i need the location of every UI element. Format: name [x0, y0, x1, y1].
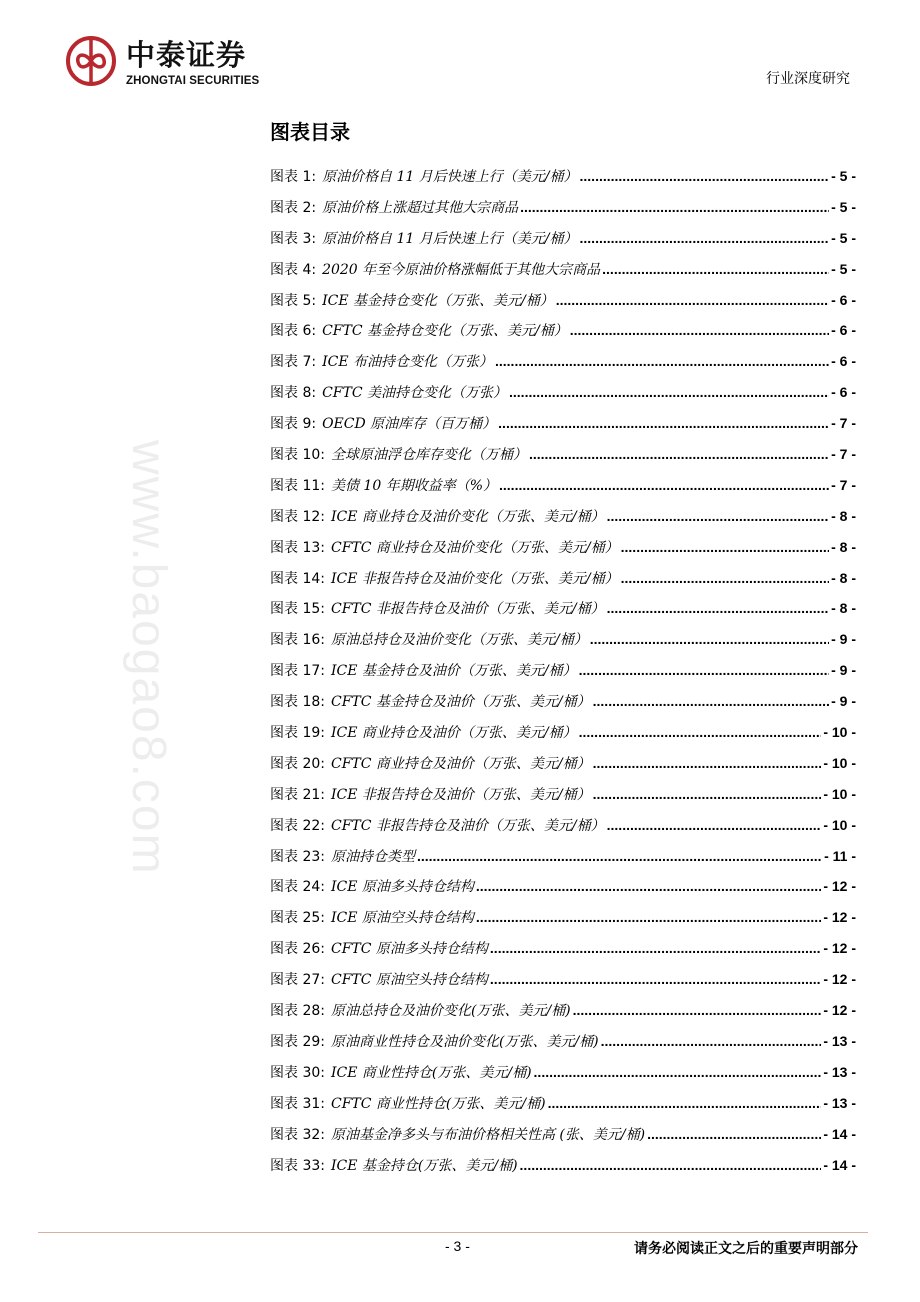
entry-page: - 12 -	[823, 971, 856, 988]
dot-leader	[621, 570, 829, 586]
entry-page: - 10 -	[823, 816, 856, 833]
dot-leader	[490, 971, 821, 987]
entry-page: - 8 -	[831, 538, 856, 555]
toc-entry[interactable]	[270, 1155, 856, 1186]
entry-title: CFTC 基金持仓及油价（万张、美元/桶）	[330, 694, 591, 711]
dot-leader	[476, 878, 821, 894]
entry-title: 原油基金净多头与布油价格相关性高 (张、美元/桶)	[330, 1126, 646, 1143]
entry-page: - 7 -	[831, 415, 856, 432]
entry-page: - 6 -	[831, 291, 856, 308]
toc-entry[interactable]	[270, 784, 856, 815]
disclaimer: 请务必阅读正文之后的重要声明部分	[634, 1241, 858, 1257]
dot-leader	[495, 353, 829, 369]
entry-title: CFTC 原油多头持仓结构	[330, 941, 488, 958]
entry-title: 全球原油浮仓库存变化（万桶）	[330, 447, 527, 464]
entry-title: 美债 10 年期收益率（%）	[330, 477, 498, 494]
entry-title: 原油价格自 11 月后快速上行（美元/桶）	[322, 230, 578, 247]
entry-label: 图表 27:	[270, 972, 325, 989]
entry-page: - 13 -	[823, 1032, 856, 1049]
entry-title: OECD 原油库存（百万桶）	[322, 416, 497, 433]
dot-leader	[607, 817, 822, 833]
entry-page: - 14 -	[823, 1156, 856, 1173]
toc-entry[interactable]	[270, 1093, 856, 1124]
toc-entry[interactable]	[270, 290, 856, 321]
entry-page: - 8 -	[831, 569, 856, 586]
entry-label: 图表 16:	[270, 632, 325, 649]
entry-label: 图表 32:	[270, 1126, 325, 1143]
toc-entry[interactable]	[270, 691, 856, 722]
entry-label: 图表 29:	[270, 1033, 325, 1050]
entry-label: 图表 6:	[270, 323, 317, 340]
entry-page: - 8 -	[831, 600, 856, 617]
toc-entry[interactable]	[270, 475, 856, 506]
dot-leader	[509, 384, 829, 400]
entry-page: - 12 -	[823, 878, 856, 895]
entry-page: - 5 -	[831, 198, 856, 215]
dot-leader	[534, 1064, 822, 1080]
entry-page: - 5 -	[831, 229, 856, 246]
toc-entry[interactable]	[270, 1062, 856, 1093]
entry-label: 图表 21:	[270, 786, 325, 803]
entry-label: 图表 33:	[270, 1157, 325, 1174]
entry-page: - 6 -	[831, 384, 856, 401]
dot-leader	[593, 786, 822, 802]
dot-leader	[601, 1033, 822, 1049]
entry-label: 图表 22:	[270, 817, 325, 834]
toc-entry[interactable]	[270, 320, 856, 351]
entry-title: CFTC 非报告持仓及油价（万张、美元/桶）	[330, 817, 605, 834]
dot-leader	[607, 600, 829, 616]
dot-leader	[593, 693, 829, 709]
dot-leader	[573, 1002, 822, 1018]
dot-leader	[490, 940, 821, 956]
entry-label: 图表 5:	[270, 292, 317, 309]
entry-page: - 9 -	[831, 631, 856, 648]
toc-entry[interactable]	[270, 598, 856, 629]
dot-leader	[580, 230, 830, 246]
entry-page: - 6 -	[831, 353, 856, 370]
entry-title: ICE 非报告持仓及油价变化（万张、美元/桶）	[330, 570, 619, 587]
toc-entry[interactable]	[270, 876, 856, 907]
toc-entry[interactable]	[270, 660, 856, 691]
dot-leader	[498, 415, 829, 431]
entry-title: 原油持仓类型	[330, 848, 415, 865]
toc-entry[interactable]	[270, 1124, 856, 1155]
dot-leader	[556, 292, 829, 308]
entry-page: - 10 -	[823, 754, 856, 771]
dot-leader	[520, 1157, 822, 1173]
entry-title: CFTC 商业性持仓(万张、美元/桶)	[330, 1095, 546, 1112]
entry-label: 图表 11:	[270, 477, 325, 494]
dot-leader	[593, 755, 822, 771]
entry-page: - 6 -	[831, 322, 856, 339]
toc-entry[interactable]	[270, 382, 856, 413]
dot-leader	[579, 724, 822, 740]
entry-title: CFTC 商业持仓及油价（万张、美元/桶）	[330, 755, 591, 772]
report-category: 行业深度研究	[766, 71, 850, 87]
entry-title: ICE 原油空头持仓结构	[330, 910, 474, 927]
entry-label: 图表 24:	[270, 879, 325, 896]
entry-title: 原油商业性持仓及油价变化(万张、美元/桶)	[330, 1033, 599, 1050]
entry-label: 图表 30:	[270, 1064, 325, 1081]
logo-english-name: ZHONGTAI SECURITIES	[126, 75, 260, 87]
entry-label: 图表 7:	[270, 354, 317, 371]
entry-title: 原油总持仓及油价变化(万张、美元/桶)	[330, 1003, 571, 1020]
entry-label: 图表 26:	[270, 941, 325, 958]
entry-label: 图表 3:	[270, 230, 317, 247]
toc-entry[interactable]	[270, 753, 856, 784]
toc-entry[interactable]	[270, 938, 856, 969]
entry-label: 图表 18:	[270, 694, 325, 711]
dot-leader	[607, 508, 829, 524]
entry-title: ICE 原油多头持仓结构	[330, 879, 474, 896]
entry-title: CFTC 商业持仓及油价变化（万张、美元/桶）	[330, 539, 619, 556]
figure-list	[270, 166, 856, 1185]
entry-page: - 14 -	[823, 1125, 856, 1142]
dot-leader	[570, 322, 829, 338]
dot-leader	[590, 631, 829, 647]
entry-title: 原油价格上涨超过其他大宗商品	[322, 199, 519, 216]
entry-page: - 12 -	[823, 1002, 856, 1019]
toc-entry[interactable]	[270, 197, 856, 228]
dot-leader	[579, 662, 829, 678]
dot-leader	[580, 168, 830, 184]
entry-label: 图表 10:	[270, 447, 325, 464]
dot-leader	[647, 1126, 821, 1142]
toc-entry[interactable]	[270, 228, 856, 259]
toc-entry[interactable]	[270, 413, 856, 444]
entry-title: ICE 基金持仓变化（万张、美元/桶）	[322, 292, 554, 309]
entry-title: CFTC 美油持仓变化（万张）	[322, 385, 508, 402]
entry-title: ICE 布油持仓变化（万张）	[322, 354, 493, 371]
entry-page: - 12 -	[823, 909, 856, 926]
entry-label: 图表 13:	[270, 539, 325, 556]
toc-entry[interactable]	[270, 351, 856, 382]
entry-title: CFTC 原油空头持仓结构	[330, 972, 488, 989]
entry-label: 图表 15:	[270, 601, 325, 618]
entry-page: - 7 -	[831, 476, 856, 493]
watermark: www.baogao8.com	[122, 440, 175, 876]
entry-title: ICE 商业持仓及油价（万张、美元/桶）	[330, 725, 577, 742]
entry-title: ICE 非报告持仓及油价（万张、美元/桶）	[330, 786, 591, 803]
entry-label: 图表 20:	[270, 755, 325, 772]
dot-leader	[417, 848, 822, 864]
dot-leader	[602, 261, 829, 277]
toc-entry[interactable]	[270, 259, 856, 290]
entry-title: CFTC 非报告持仓及油价（万张、美元/桶）	[330, 601, 605, 618]
toc-entry[interactable]	[270, 722, 856, 753]
toc-entry[interactable]	[270, 1031, 856, 1062]
entry-title: CFTC 基金持仓变化（万张、美元/桶）	[322, 323, 568, 340]
entry-title: 原油总持仓及油价变化（万张、美元/桶）	[330, 632, 588, 649]
entry-label: 图表 2:	[270, 199, 317, 216]
dot-leader	[499, 477, 829, 493]
entry-title: ICE 基金持仓及油价（万张、美元/桶）	[330, 663, 577, 680]
logo-chinese-name: 中泰证券	[126, 38, 247, 72]
entry-label: 图表 19:	[270, 725, 325, 742]
entry-title: ICE 商业性持仓(万张、美元/桶)	[330, 1064, 532, 1081]
toc-entry[interactable]	[270, 506, 856, 537]
entry-title: 2020 年至今原油价格涨幅低于其他大宗商品	[322, 261, 601, 278]
logo-emblem-icon	[66, 36, 116, 86]
entry-label: 图表 4:	[270, 261, 317, 278]
entry-page: - 9 -	[831, 693, 856, 710]
entry-label: 图表 14:	[270, 570, 325, 587]
dot-leader	[476, 909, 821, 925]
entry-title: 原油价格自 11 月后快速上行（美元/桶）	[322, 169, 578, 185]
toc-entry[interactable]	[270, 568, 856, 599]
entry-label: 图表 12:	[270, 508, 325, 525]
toc-entry[interactable]	[270, 907, 856, 938]
toc-entry[interactable]	[270, 444, 856, 475]
entry-label: 图表 31:	[270, 1095, 325, 1112]
entry-page: - 5 -	[831, 168, 856, 184]
entry-page: - 5 -	[831, 260, 856, 277]
entry-page: - 10 -	[823, 785, 856, 802]
entry-page: - 7 -	[831, 446, 856, 463]
page-number: - 3 -	[445, 1238, 470, 1254]
entry-page: - 11 -	[824, 847, 856, 864]
entry-label: 图表 28:	[270, 1003, 325, 1020]
page-title: 图表目录	[270, 120, 350, 144]
toc-entry[interactable]	[270, 969, 856, 1000]
toc-entry[interactable]	[270, 846, 856, 877]
entry-page: - 9 -	[831, 662, 856, 679]
entry-label: 图表 25:	[270, 910, 325, 927]
entry-label: 图表 1:	[270, 169, 317, 185]
dot-leader	[621, 539, 829, 555]
dot-leader	[520, 199, 829, 215]
dot-leader	[529, 446, 829, 462]
toc-entry[interactable]	[270, 1000, 856, 1031]
entry-label: 图表 17:	[270, 663, 325, 680]
toc-entry[interactable]	[270, 815, 856, 846]
entry-page: - 13 -	[823, 1063, 856, 1080]
entry-label: 图表 9:	[270, 416, 317, 433]
toc-entry[interactable]	[270, 537, 856, 568]
dot-leader	[548, 1095, 822, 1111]
toc-entry[interactable]	[270, 166, 856, 197]
entry-page: - 12 -	[823, 940, 856, 957]
company-logo	[66, 36, 286, 92]
entry-title: ICE 商业持仓及油价变化（万张、美元/桶）	[330, 508, 605, 525]
toc-entry[interactable]	[270, 629, 856, 660]
footer-divider	[38, 1232, 868, 1233]
entry-label: 图表 8:	[270, 385, 317, 402]
entry-label: 图表 23:	[270, 848, 325, 865]
entry-title: ICE 基金持仓(万张、美元/桶)	[330, 1157, 518, 1174]
entry-page: - 13 -	[823, 1094, 856, 1111]
entry-page: - 8 -	[831, 507, 856, 524]
entry-page: - 10 -	[823, 724, 856, 741]
